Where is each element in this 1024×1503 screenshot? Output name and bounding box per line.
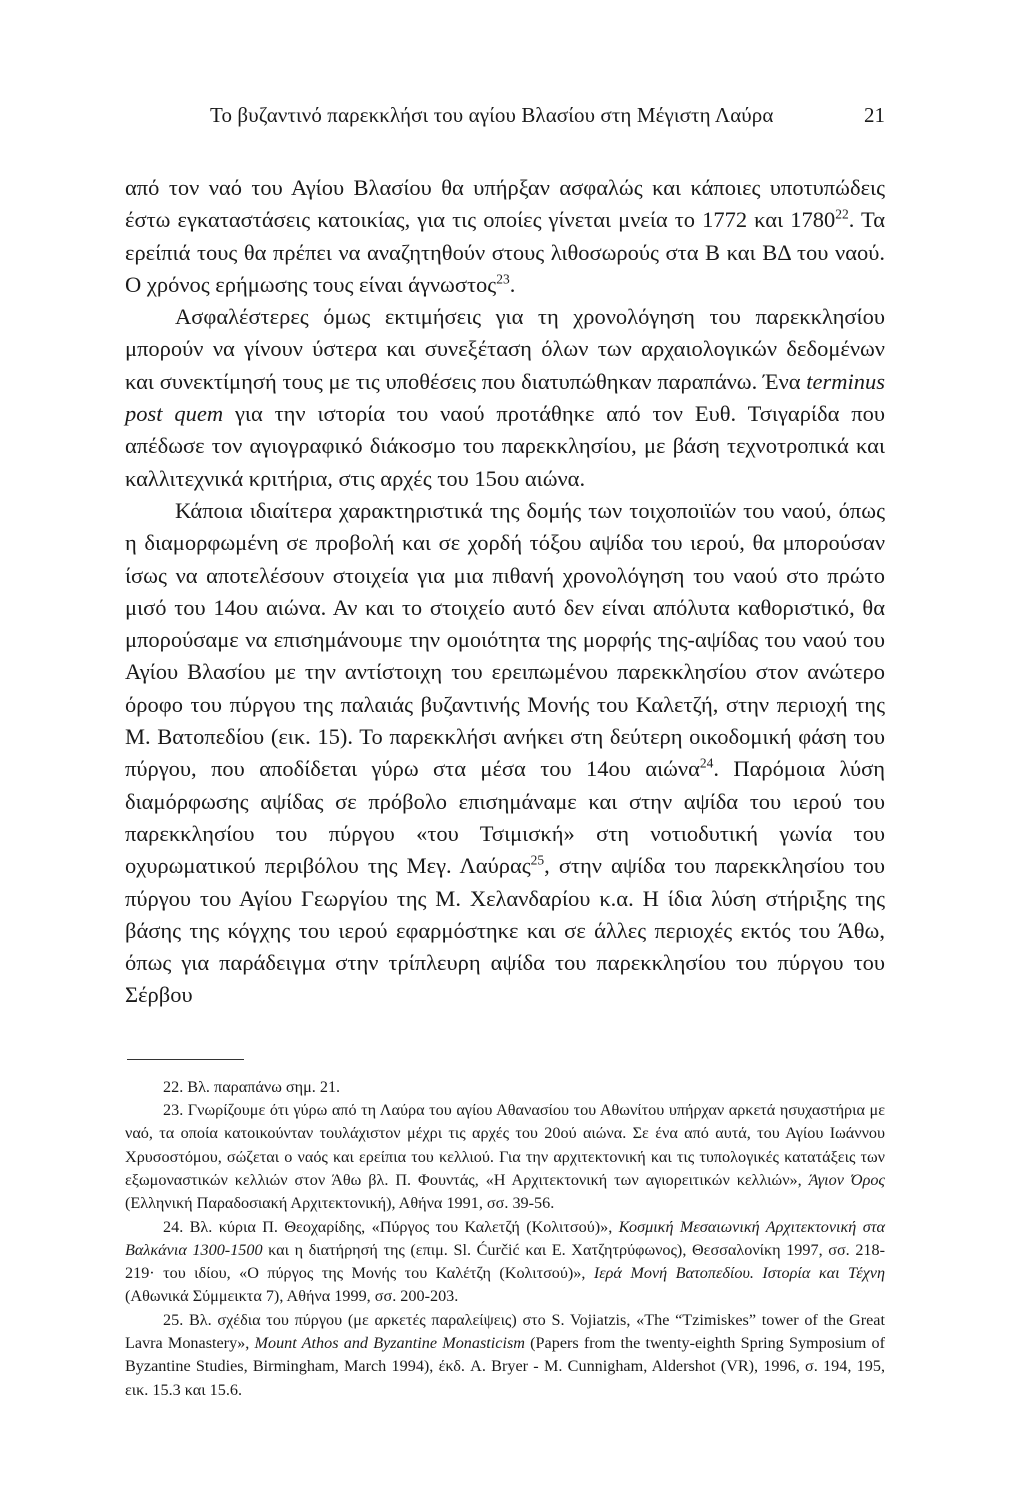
footnote-ref-22[interactable]: 22 [835,206,849,222]
footnote-23-text-a: 23. Γνωρίζουμε ότι γύρω από τη Λαύρα του αγίου Αθανασίου του Αθωνίτου υπήρχαν αρκετά ησυχαστήρια με ναό, τα οποία κατοικούνταν τουλάχιστον μέχρι τις αρχές του 20ού αιώνα. Σε ένα από αυτά, του Αγίου Ιωάννου Χρυσοστόμου, σώζεται ο ναός και ερείπια του κελλιού. Για την αρχιτεκτονική και τις τυπολογικές κατατάξεις των εξωμοναστικών κελλιών στον Άθω βλ. Π. Φουντάς, «Η Αρχιτεκτονική των αγιορειτικών κελλιών», [125,1101,885,1189]
paragraph-3-text-b: . Παρόμοια λύση διαμόρφωσης αψίδας σε πρόβολο επισημάναμε και στην αψίδα του ιερού του παρεκκλησίου του πύργου «του Τσιμισκή» στη νοτιοδυτική γωνία του οχυρωματικού περιβόλου της Μεγ. Λαύρας [125,756,885,879]
footnote-divider [127,1059,244,1060]
footnote-23-title: Άγιον Όρος [808,1170,886,1189]
footnote-ref-23[interactable]: 23 [496,271,510,287]
footnote-25-title: Mount Athos and Byzantine Monasticism [254,1333,525,1352]
running-head-title: Το βυζαντινό παρεκκλήσι του αγίου Βλασίου στη Μέγιστη Λαύρα [210,103,774,127]
footnote-ref-24[interactable]: 24 [699,755,714,771]
footnote-24 [125,1216,885,1309]
paragraph-1-text-b: . Τα ερείπιά τους θα πρέπει να αναζητηθούν στους λιθοσωρούς στα Β και ΒΔ του ναού. Ο χρόνος ερήμωσης τους είναι άγνωστος [125,207,885,297]
footnote-25-text-a: 25. Βλ. σχέδια του πύργου (με αρκετές παραλείψεις) στο S. Vojiatzis, «The “Tzimiskes” tower of the Great Lavra Monastery», [125,1310,885,1352]
page-number: 21 [864,103,885,127]
footnotes [125,1076,885,1402]
footnote-24-text-a: 24. Βλ. κύρια Π. Θεοχαρίδης, «Πύργος του Καλετζή (Κολιτσού)», [163,1217,619,1236]
footnote-ref-25[interactable]: 25 [530,852,545,868]
footnote-25 [125,1309,885,1402]
footnote-24-text-b: και η διατήρησή της (επιμ. Sl. Ćurčić και Ε. Χατζητρύφωνος), Θεσσαλονίκη 1997, σσ. 218-219· του ιδίου, «Ο πύργος της Μονής του Καλέτζη (Κολιτσού)», [125,1240,885,1283]
paragraph-3-text-a: Κάποια ιδιαίτερα χαρακτηριστικά της δομής των τοιχοποιϊών του ναού, όπως η διαμορφωμένη σε προβολή και σε χορδή τόξου αψίδα του ιερού, θα μπορούσαν ίσως να αποτελέσουν στοιχεία για μια πιθανή χρονολόγηση του ναού στο πρώτο μισό του 14ου αιώνα. Αν και το στοιχείο αυτό δεν είναι απόλυτα καθοριστικό, θα μπορούσαμε να επισημάνουμε την ομοιότητα της μορφής της-αψίδας του ναού του Αγίου Βλασίου με την αντίστοιχη του ερειπωμένου παρεκκλησίου στον ανώτερο όροφο του πύργου της παλαιάς βυζαντινής Μονής του Καλετζή, στην περιοχή της Μ. Βατοπεδίου (εικ. 15). Το παρεκκλήσι ανήκει στη δεύτερη οικοδομική φάση του πύργου, που αποδίδεται γύρω στα μέσα του 14ου αιώνα [125,497,885,782]
paragraph-1 [125,172,885,301]
footnote-25-text-b: (Papers from the twenty-eighth Spring Symposium of Byzantine Studies, Birmingham, March 1994), έκδ. A. Bryer - M. Cunnigham, Aldershot (VR), 1996, σ. 194, 195, εικ. 15.3 και 15.6. [125,1333,885,1399]
paragraph-3-text-c: , στην αψίδα του παρεκκλησίου του πύργου του Αγίου Γεωργίου της Μ. Χελανδαρίου κ.α. Η ίδια λύση στήριξης της βάσης της κόγχης του ιερού εφαρμόστηκε και σε άλλες περιοχές εκτός του Άθω, όπως για παράδειγμα στην τρίπλευρη αψίδα του παρεκκλησίου του πύργου του Σέρβου [125,853,885,1008]
footnote-24-title-1: Κοσμική Μεσαιωνική Αρχιτεκτονική στα Βαλκάνια 1300-1500 [125,1217,885,1259]
page [125,100,885,1402]
paragraph-2-text-b: για την ιστορία του ναού προτάθηκε από τον Ευθ. Τσιγαρίδα που απέδωσε τον αγιογραφικό διάκοσμο του παρεκκλησίου, με βάση τεχνοτροπικά και καλλιτεχνικά κριτήρια, στις αρχές του 15ου αιώνα. [125,401,885,491]
footnote-24-text-c: (Αθωνικά Σύμμεικτα 7), Αθήνα 1999, σσ. 200-203. [125,1287,459,1306]
footnote-23-text-b: (Ελληνική Παραδοσιακή Αρχιτεκτονική), Αθήνα 1991, σσ. 39-56. [125,1194,555,1213]
paragraph-1-text-c: . [509,271,516,297]
footnote-23 [125,1099,885,1215]
body-text [125,172,885,1012]
paragraph-2 [125,301,885,495]
footnote-22: 22. Βλ. παραπάνω σημ. 21. [163,1077,341,1096]
paragraph-2-text-a: Ασφαλέστερες όμως εκτιμήσεις για τη χρονολόγηση του παρεκκλησίου μπορούν να γίνουν ύστερα και συνεξέταση όλων των αρχαιολογικών δεδομένων και συνεκτίμησή τους με τις υποθέσεις που διατυπώθηκαν παραπάνω. Ένα [125,304,885,394]
paragraph-3 [125,495,885,1012]
running-head [125,100,885,134]
latin-term: terminus post quem [125,368,885,427]
footnote-24-title-2: Ιερά Μονή Βατοπεδίου. Ιστορία και Τέχνη [593,1264,885,1283]
paragraph-1-text-a: από τον ναό του Αγίου Βλασίου θα υπήρξαν ασφαλώς και κάποιες υποτυπώδεις έστω εγκαταστάσεις κατοικίας, για τις οποίες γίνεται μνεία το 1772 και 1780 [125,175,885,233]
